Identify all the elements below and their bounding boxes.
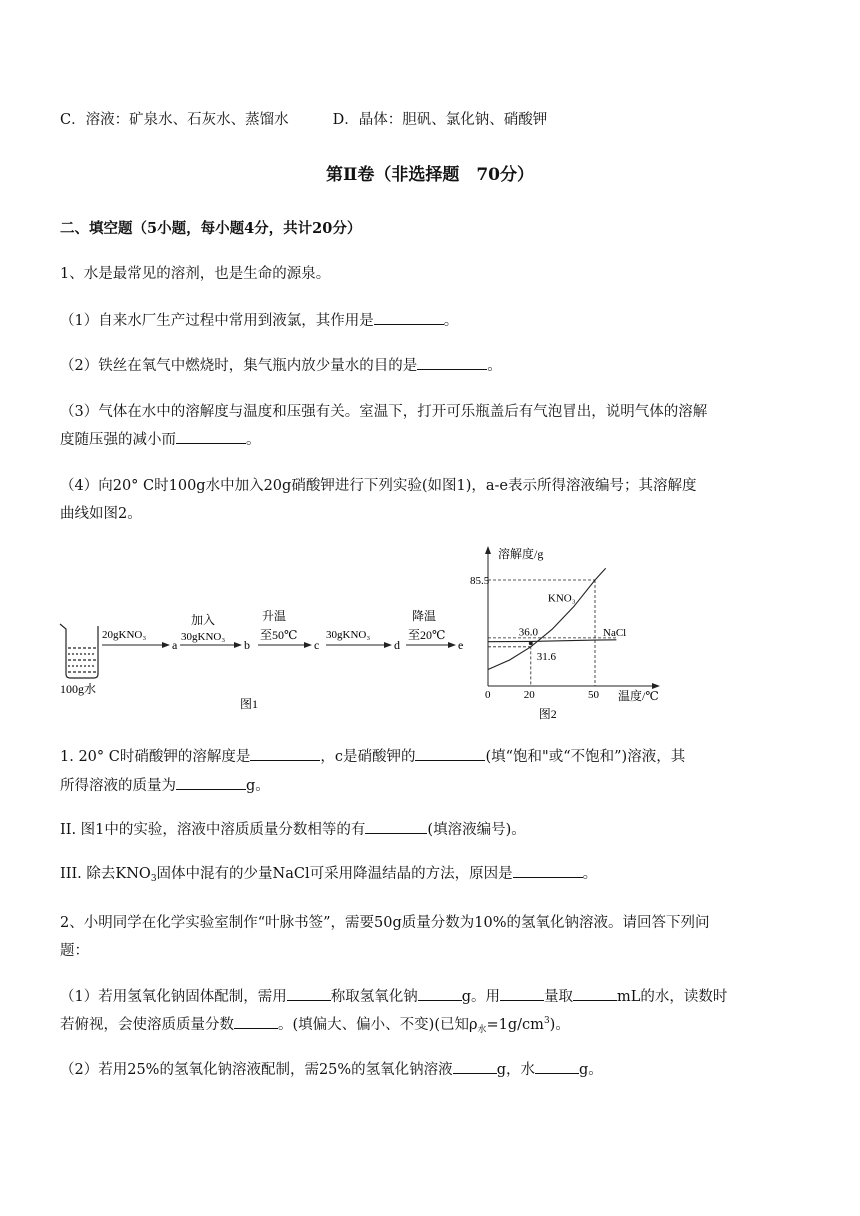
step5-bottom: 至20℃ <box>408 628 446 642</box>
answer-blank[interactable] <box>365 819 427 834</box>
beaker-label: 100g水 <box>60 682 97 696</box>
answer-blank[interactable] <box>415 746 485 761</box>
answer-blank[interactable] <box>418 986 462 1001</box>
answer-blank[interactable] <box>453 1059 497 1074</box>
q1-part4-line2: 曲线如图2。 <box>60 506 142 522</box>
q2-part1-line2: 若俯视，会使溶质质量分数 。(填偏大、偏小、不变)(已知$\rho_水=1g/cm^3$)。 <box>60 1016 570 1035</box>
nacl-curve <box>488 640 616 642</box>
step5-top: 降温 <box>412 609 437 623</box>
node-e: e <box>458 638 464 652</box>
node-c: c <box>314 638 320 652</box>
y-axis-arrow <box>485 546 491 554</box>
answer-blank[interactable] <box>374 310 444 325</box>
annotation-36-0: 36.0 <box>518 626 539 639</box>
step2-top: 加入 <box>191 613 216 627</box>
answer-blank[interactable] <box>417 355 487 370</box>
answer-blank[interactable] <box>535 1059 579 1074</box>
q1-sub1-line1: 1. 20° C时硝酸钾的溶解度是 ，c是硝酸钾的 (填“饱和"或“不饱和”)溶液，其 <box>60 745 685 766</box>
q1-sub3: III. 除去$KNO_3$固体中混有的少量NaCl可采用降温结晶的方法，原因是 。 <box>60 862 597 884</box>
node-a: a <box>172 638 178 652</box>
q1-part4-line1: （4）向20° C时100g水中加入20g硝酸钾进行下列实验(如图1)，a-e表示所得溶液编号；其溶解度 <box>60 478 697 494</box>
q2-part2: （2）若用25%的氢氧化钠溶液配制，需25%的氢氧化钠溶液 g，水 g。 <box>60 1058 603 1079</box>
figure-2-caption: 图2 <box>538 707 557 721</box>
q1-part1: （1）自来水厂生产过程中常用到液氯，其作用是 。 <box>60 309 458 330</box>
figure-1 <box>50 598 480 720</box>
beaker-icon <box>60 624 98 678</box>
step3-bottom: 至50℃ <box>260 628 298 642</box>
q1-sub1-line2: 所得溶液的质量为 g。 <box>60 774 270 795</box>
answer-blank[interactable] <box>176 429 246 444</box>
answer-blank[interactable] <box>513 863 583 878</box>
q1-part2: （2）铁丝在氧气中燃烧时，集气瓶内放少量水的目的是 。 <box>60 354 502 375</box>
step2-bottom: 30gKNO₃ <box>181 631 226 643</box>
q1-part3-line2: 度随压强的减小而 。 <box>60 428 261 449</box>
q2-part1-line1: （1）若用氢氧化钠固体配制，需用 称取氢氧化钠 g。用 量取 mL的水，读数时 <box>60 985 727 1006</box>
nacl-series-label: NaCl <box>603 626 627 639</box>
answer-blank[interactable] <box>176 775 246 790</box>
answer-blank[interactable] <box>234 1014 278 1029</box>
y-axis-label: 溶解度/g <box>498 547 544 561</box>
step4-label: 30gKNO₃ <box>326 629 371 641</box>
figure-2-chart <box>470 538 676 724</box>
answer-blank[interactable] <box>573 986 617 1001</box>
node-d: d <box>394 638 400 652</box>
option-row <box>60 108 547 129</box>
x-axis-label: 温度/℃ <box>618 689 659 703</box>
q1-stem: 1、水是最常见的溶剂，也是生命的源泉。 <box>60 266 331 282</box>
x-tick-label: 20 <box>523 689 535 701</box>
figure-1-caption: 图1 <box>240 697 259 711</box>
option-d: D．晶体：胆矾、氯化钠、硝酸钾 <box>332 112 548 128</box>
x-tick-label: 50 <box>588 689 599 701</box>
annotation-85-5: 85.5 <box>470 575 490 587</box>
option-c: C．溶液：矿泉水、石灰水、蒸馏水 <box>60 112 289 128</box>
step1-label: 20gKNO₃ <box>102 629 147 641</box>
answer-blank[interactable] <box>250 746 320 761</box>
answer-blank[interactable] <box>500 986 544 1001</box>
intersection-point <box>529 641 533 645</box>
section2-header: 二、填空题（5小题，每小题4分，共计20分） <box>60 220 362 237</box>
part2-title: 第Ⅱ卷（非选择题 70分） <box>326 165 534 185</box>
q2-stem-line2: 题： <box>60 943 89 959</box>
q2-stem-line1: 2、小明同学在化学实验室制作“叶脉书签”，需要50g质量分数为10%的氢氧化钠溶液。请回答下列问 <box>60 915 710 931</box>
q1-sub2: II. 图1中的实验，溶液中溶质质量分数相等的有 (填溶液编号)。 <box>60 818 526 839</box>
node-b: b <box>244 638 250 652</box>
annotation-31-6: 31.6 <box>536 650 557 663</box>
answer-blank[interactable] <box>287 986 331 1001</box>
kno3-series-label: KNO₃ <box>547 592 576 605</box>
step3-top: 升温 <box>262 609 287 623</box>
q1-part3-line1: （3）气体在水中的溶解度与温度和压强有关。室温下，打开可乐瓶盖后有气泡冒出，说明气体的溶解 <box>60 404 708 420</box>
x-tick-label: 0 <box>485 689 491 701</box>
